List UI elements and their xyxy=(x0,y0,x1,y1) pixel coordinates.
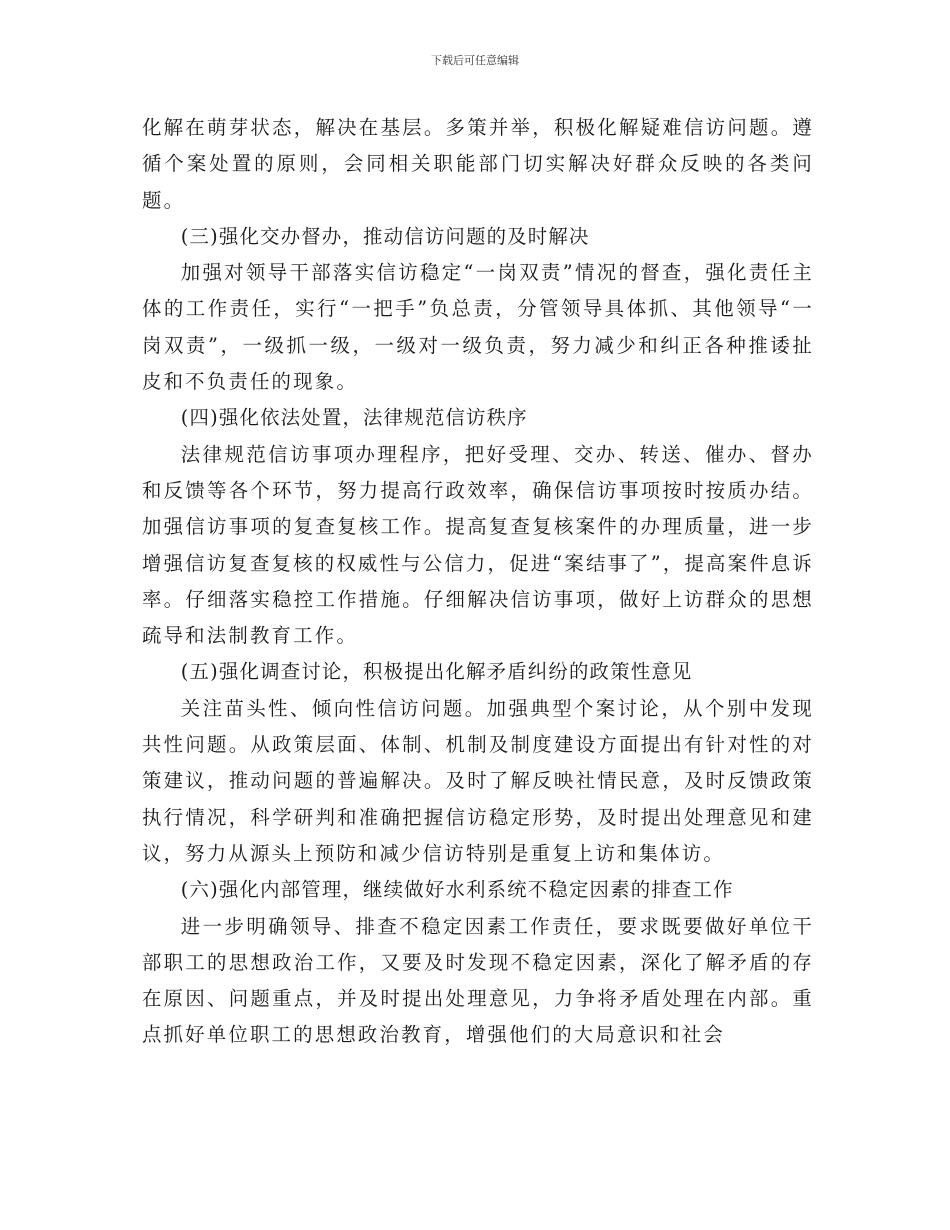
paragraph: 法律规范信访事项办理程序，把好受理、交办、转送、催办、督办和反馈等各个环节，努力提高行政效率，确保信访事项按时按质办结。加强信访事项的复查复核工作。提高复查复核案件的办理质量，进一步增强信访复查复核的权威性与公信力，促进“案结事了”，提高案件息诉率。仔细落实稳控工作措施。仔细解决信访事项，做好上访群众的思想疏导和法制教育工作。 xyxy=(142,442,814,648)
paragraph-continued: 化解在萌芽状态，解决在基层。多策并举，积极化解疑难信访问题。遵循个案处置的原则，会同相关职能部门切实解决好群众反映的各类问题。 xyxy=(142,116,814,212)
section-heading-6: (六)强化内部管理，继续做好水利系统不稳定因素的排查工作 xyxy=(180,878,734,902)
section-heading-4: (四)强化依法处置，法律规范信访秩序 xyxy=(180,406,528,430)
paragraph: 关注苗头性、倾向性信访问题。加强典型个案讨论，从个别中发现共性问题。从政策层面、体制、机制及制度建设方面提出有针对性的对策建议，推动问题的普遍解决。及时了解反映社情民意，及时反馈政策执行情况，科学研判和准确把握信访稳定形势，及时提出处理意见和建议，努力从源头上预防和减少信访特别是重复上访和集体访。 xyxy=(142,696,814,865)
paragraph: 进一步明确领导、排查不稳定因素工作责任，要求既要做好单位干部职工的思想政治工作，又要及时发现不稳定因素，深化了解矛盾的存在原因、问题重点，并及时提出处理意见，力争将矛盾处理在内部。重点抓好单位职工的思想政治教育，增强他们的大局意识和社会 xyxy=(142,914,814,1047)
paragraph: 加强对领导干部落实信访稳定“一岗双责”情况的督查，强化责任主体的工作责任，实行“一把手”负总责，分管领导具体抓、其他领导“一岗双责”，一级抓一级，一级对一级负责，努力减少和纠正各种推诿扯皮和不负责任的现象。 xyxy=(142,261,814,394)
section-heading-5: (五)强化调查讨论，积极提出化解矛盾纠纷的政策性意见 xyxy=(180,660,693,684)
section-heading-3: (三)强化交办督办，推动信访问题的及时解决 xyxy=(180,224,590,248)
document-body xyxy=(142,110,814,1054)
page-header: 下载后可任意编辑 xyxy=(431,54,519,67)
